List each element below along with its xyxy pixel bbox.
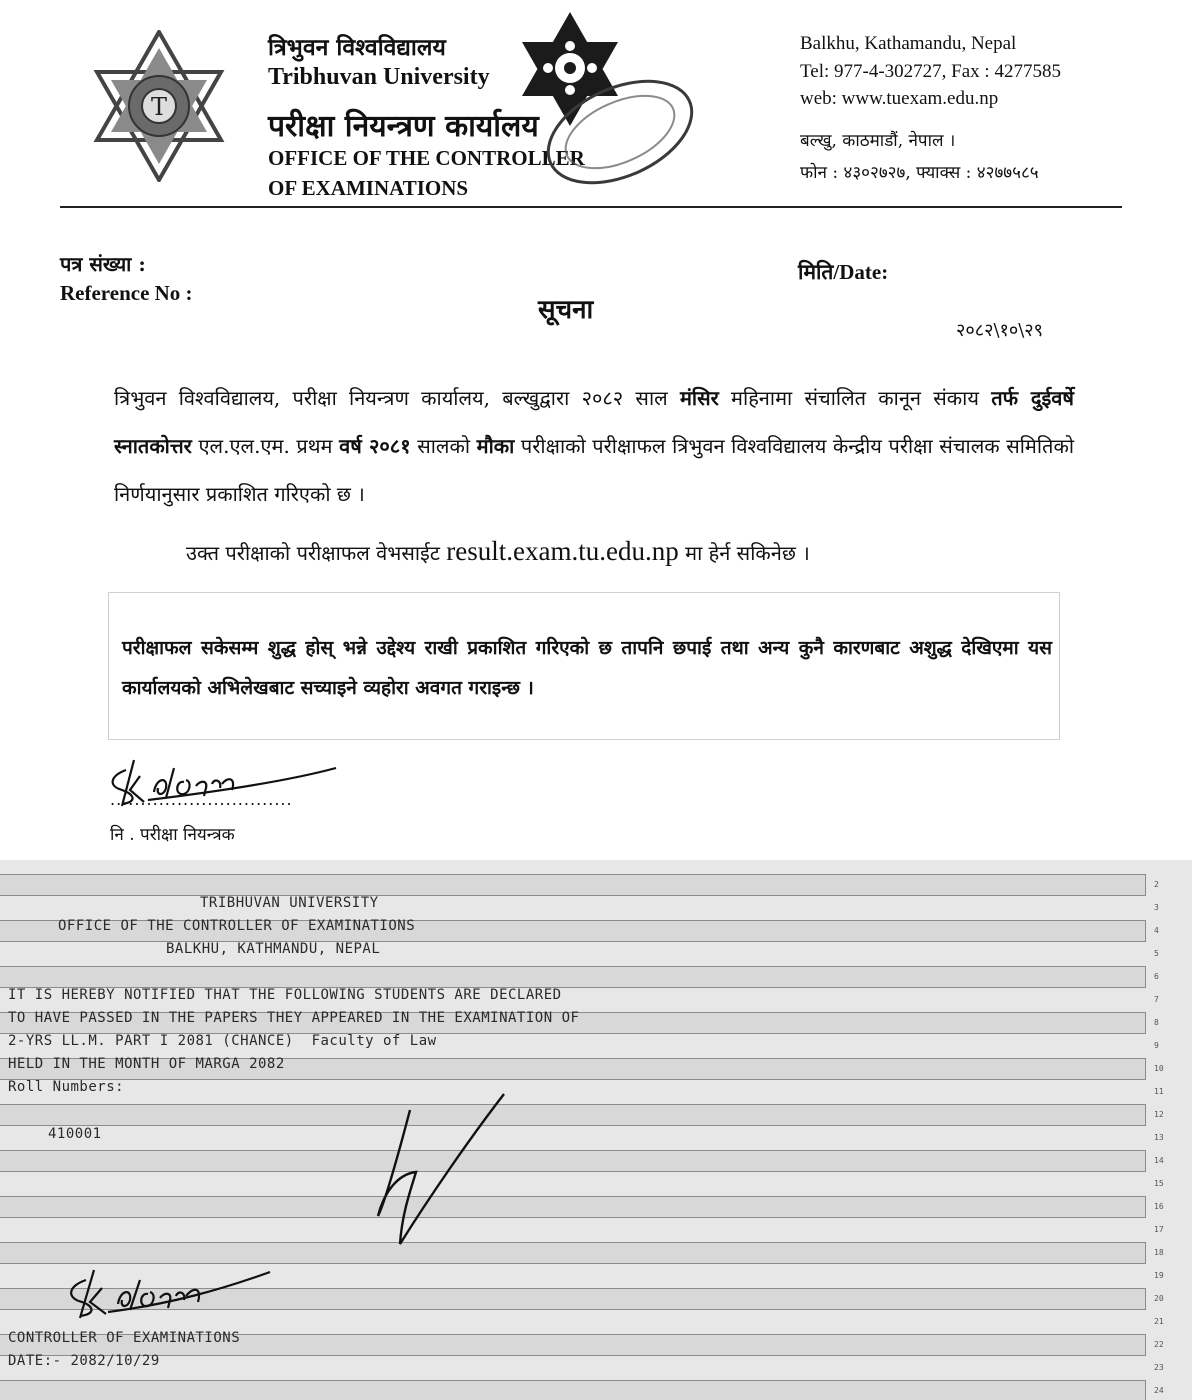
header-divider bbox=[60, 206, 1122, 208]
printout-line-number: 16 bbox=[1154, 1202, 1164, 1211]
disclaimer-text: परीक्षाफल सकेसम्म शुद्ध होस् भन्ने उद्देश्य राखी प्रकाशित गरिएको छ तापनि छपाई तथा अन्य कुनै कारणबाट अशुद्ध देखिएमा यस कार्यालयको अभिलेखबाट सच्याइने व्यहोरा अवगत गराइन्छ । bbox=[122, 637, 1052, 699]
office-name-en-line1: OFFICE OF THE CONTROLLER bbox=[268, 146, 585, 170]
notice-title: सूचना bbox=[538, 295, 594, 325]
printout-line-number: 11 bbox=[1154, 1087, 1164, 1096]
exam-chance: मौका bbox=[476, 434, 515, 458]
telephone-en: Tel: 977-4-302727, Fax : 4277585 bbox=[800, 61, 1061, 82]
printout-roll-number: 410001 bbox=[48, 1126, 102, 1142]
printout-exam-month: HELD IN THE MONTH OF MARGA 2082 bbox=[8, 1056, 285, 1072]
printout-university: TRIBHUVAN UNIVERSITY bbox=[200, 895, 379, 911]
university-name-np: त्रिभुवन विश्वविद्यालय bbox=[268, 34, 446, 61]
office-seal-stamp bbox=[470, 8, 702, 198]
program-year: वर्ष २०८१ bbox=[339, 434, 411, 458]
printout-line-number: 23 bbox=[1154, 1363, 1164, 1372]
printout-line-number: 8 bbox=[1154, 1018, 1159, 1027]
printout-office: OFFICE OF THE CONTROLLER OF EXAMINATIONS bbox=[58, 918, 416, 934]
office-name-en-line2: OF EXAMINATIONS bbox=[268, 176, 469, 200]
para-text-2: महिनामा संचालित कानून संकाय bbox=[718, 386, 992, 410]
printout-footer-date: DATE:- 2082/10/29 bbox=[8, 1353, 160, 1369]
printout-band bbox=[0, 1104, 1146, 1126]
printout-line-number: 24 bbox=[1154, 1386, 1164, 1395]
result-url: result.exam.tu.edu.np bbox=[446, 536, 679, 566]
program-name: तर्फ दुईवर्षे स्नातकोत्तर bbox=[114, 386, 1074, 458]
printout-line-number: 21 bbox=[1154, 1317, 1164, 1326]
signer-title: नि . परीक्षा नियन्त्रक bbox=[110, 825, 235, 845]
printout-line-number: 20 bbox=[1154, 1294, 1164, 1303]
para-text-4: सालको bbox=[410, 434, 477, 458]
printout-line-number: 3 bbox=[1154, 903, 1159, 912]
para-text-1: त्रिभुवन विश्वविद्यालय, परीक्षा नियन्त्रण कार्यालय, बल्खुद्वारा २०८२ साल bbox=[114, 386, 680, 410]
printout-line-number: 7 bbox=[1154, 995, 1159, 1004]
reference-label-np: पत्र संख्या : bbox=[60, 252, 146, 276]
office-name-np: परीक्षा नियन्त्रण कार्यालय bbox=[268, 109, 539, 144]
printout-roll-label: Roll Numbers: bbox=[8, 1079, 125, 1095]
printout-line-number: 4 bbox=[1154, 926, 1159, 935]
university-name-en: Tribhuvan University bbox=[268, 64, 490, 90]
printout-line-number: 14 bbox=[1154, 1156, 1164, 1165]
printout-signature-check bbox=[340, 1088, 520, 1253]
printout-line-number: 12 bbox=[1154, 1110, 1164, 1119]
printout-line-number: 19 bbox=[1154, 1271, 1164, 1280]
website-notice bbox=[186, 536, 810, 567]
printout-band bbox=[0, 1150, 1146, 1172]
signature-line: .............................. bbox=[110, 790, 293, 809]
printout-band bbox=[0, 874, 1146, 896]
printout-exam-name: 2-YRS LL.M. PART I 2081 (CHANCE) Faculty of Law bbox=[8, 1033, 437, 1049]
date-value: २०८२\१०\२९ bbox=[956, 320, 1044, 341]
web-text-1: उक्त परीक्षाको परीक्षाफल वेभसाईट bbox=[186, 541, 447, 565]
svg-text:T: T bbox=[150, 93, 168, 121]
reference-label-en: Reference No : bbox=[60, 281, 193, 305]
address-np: बल्खु, काठमाडौं, नेपाल । bbox=[800, 131, 956, 151]
para-text-5: परीक्षाको परीक्षाफल त्रिभुवन विश्वविद्यालय केन्द्रीय परीक्षा संचालक समितिको निर्णयानुसार प्रकाशित गरिएको छ । bbox=[114, 434, 1074, 506]
printout-footer-controller: CONTROLLER OF EXAMINATIONS bbox=[8, 1330, 241, 1346]
website-en: web: www.tuexam.edu.np bbox=[800, 88, 999, 109]
printout-line-number: 18 bbox=[1154, 1248, 1164, 1257]
printout-line-number: 9 bbox=[1154, 1041, 1159, 1050]
printout-line-number: 17 bbox=[1154, 1225, 1164, 1234]
address-en: Balkhu, Kathamandu, Nepal bbox=[800, 33, 1017, 54]
printout-band bbox=[0, 1380, 1146, 1400]
university-logo bbox=[92, 30, 226, 182]
para-text-3: एल.एल.एम. प्रथम bbox=[191, 434, 340, 458]
web-text-2: मा हेर्न सकिनेछ । bbox=[678, 541, 810, 565]
printout-band bbox=[0, 1196, 1146, 1218]
printout-line-number: 15 bbox=[1154, 1179, 1164, 1188]
date-label: मिति/Date: bbox=[798, 260, 889, 284]
printout-line-number: 22 bbox=[1154, 1340, 1164, 1349]
printout-line-number: 5 bbox=[1154, 949, 1159, 958]
result-printout bbox=[0, 860, 1192, 1400]
printout-line-number: 13 bbox=[1154, 1133, 1164, 1142]
exam-month: मंसिर bbox=[679, 386, 719, 410]
printout-notify-line1: IT IS HEREBY NOTIFIED THAT THE FOLLOWING STUDENTS ARE DECLARED bbox=[8, 987, 562, 1003]
notice-paragraph bbox=[114, 374, 1074, 518]
printout-notify-line2: TO HAVE PASSED IN THE PAPERS THEY APPEARED IN THE EXAMINATION OF bbox=[8, 1010, 580, 1026]
printout-band bbox=[0, 966, 1146, 988]
printout-line-number: 2 bbox=[1154, 880, 1159, 889]
printout-address: BALKHU, KATHMANDU, NEPAL bbox=[166, 941, 381, 957]
printout-line-number: 6 bbox=[1154, 972, 1159, 981]
printout-line-number: 10 bbox=[1154, 1064, 1164, 1073]
phone-np: फोन : ४३०२७२७, फ्याक्स : ४२७७५८५ bbox=[800, 163, 1039, 183]
printout-signature bbox=[60, 1260, 280, 1324]
